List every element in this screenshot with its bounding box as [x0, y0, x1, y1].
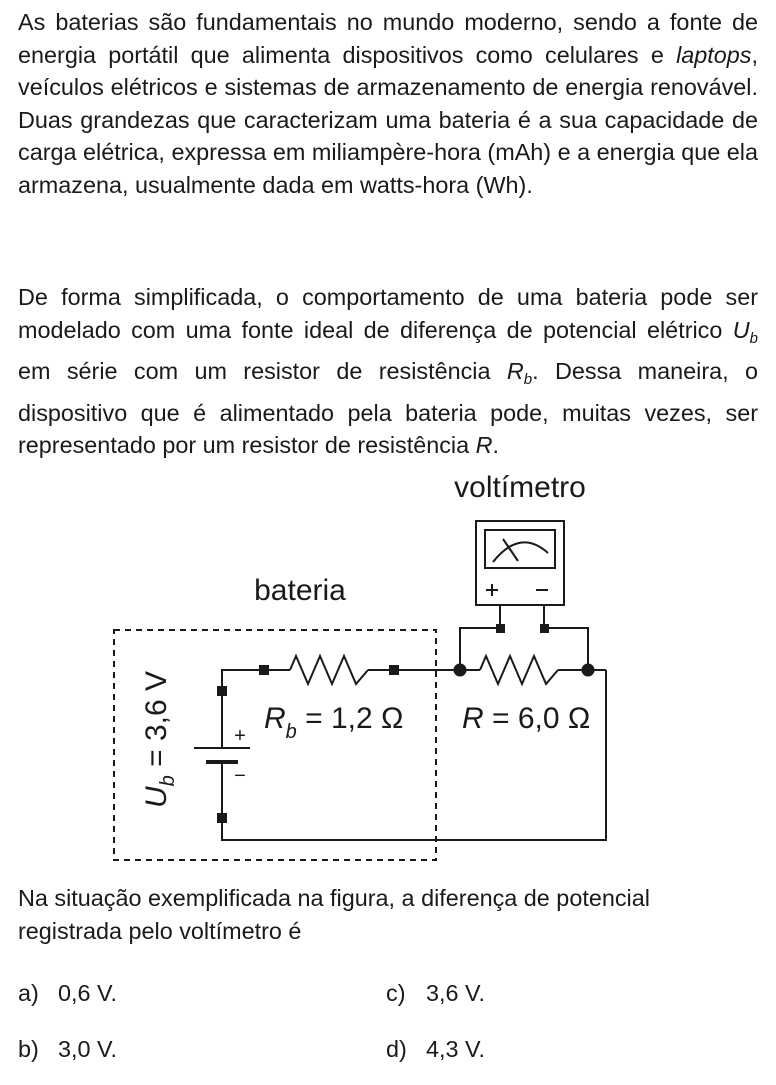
rb-label — [264, 702, 403, 743]
option-b-text: 3,0 V. — [58, 1036, 117, 1062]
option-d[interactable] — [386, 1034, 485, 1064]
option-a-letter: a) — [18, 980, 39, 1006]
intro-text-2: , veículos elétricos e sistemas de armazenamento de energia renovável. Duas grandezas que caracterizam uma bateria é a sua capacidade de carga elétrica, expressa em miliampère-hora (mAh) e a energia que ela armazena, usualmente dada em watts-hora (Wh). — [18, 41, 758, 198]
rb-label-sub: b — [285, 721, 297, 743]
r-symbol: R — [475, 432, 493, 459]
rb-subscript: b — [523, 371, 533, 389]
r-label-symbol: R — [462, 702, 484, 735]
model-paragraph — [18, 281, 758, 462]
model-text-3: . Dessa maneira, o dispositivo que é alimentado pela bateria pode, muitas vezes, ser representado por um resistor de resistência — [18, 358, 759, 459]
r-label — [462, 702, 590, 735]
battery-label: bateria — [254, 574, 346, 607]
rb-label-symbol: R — [264, 702, 286, 735]
ub-label-value: = 3,6 V — [140, 670, 173, 776]
question-text: Na situação exemplificada na figura, a diferença de potencial registrada pelo voltímetro é — [18, 885, 650, 944]
option-c[interactable] — [386, 978, 485, 1008]
intro-paragraph — [18, 6, 758, 202]
model-text-2: em série com um resistor de resistência — [18, 358, 507, 385]
ub-symbol: U — [732, 316, 750, 343]
option-c-text: 3,6 V. — [426, 980, 485, 1006]
model-text-4: . — [492, 432, 500, 459]
rb-symbol: R — [506, 358, 524, 385]
voltmeter-icon — [476, 521, 564, 605]
ub-label-symbol: U — [140, 786, 173, 808]
model-text-1: De forma simplificada, o comportamento de uma bateria pode ser modelado com uma fonte ideal de diferença de potencial elétrico — [18, 284, 758, 343]
option-a[interactable] — [18, 978, 117, 1008]
voltmeter-terminal-plus — [496, 624, 505, 633]
r-label-value: = 6,0 Ω — [483, 702, 591, 735]
rb-resistor — [290, 656, 368, 684]
rb-label-value: = 1,2 Ω — [296, 702, 404, 735]
voltmeter-label: voltímetro — [454, 471, 586, 504]
option-c-letter: c) — [386, 980, 406, 1006]
ub-label — [140, 671, 179, 808]
intro-text-1: As baterias são fundamentais no mundo moderno, sendo a fonte de energia portátil que alimenta dispositivos como celulares e — [18, 9, 758, 68]
option-b-letter: b) — [18, 1036, 39, 1062]
source-minus: − — [234, 765, 246, 787]
ub-label-sub: b — [157, 775, 179, 787]
voltmeter-terminal-minus — [540, 624, 549, 633]
circuit-diagram — [0, 460, 776, 870]
ub-subscript: b — [749, 329, 758, 347]
option-b[interactable] — [18, 1034, 117, 1064]
r-resistor — [480, 656, 558, 684]
source-plus: + — [234, 725, 246, 747]
option-d-text: 4,3 V. — [426, 1036, 485, 1062]
intro-italic-laptops: laptops — [676, 41, 752, 68]
option-d-letter: d) — [386, 1036, 407, 1062]
option-a-text: 0,6 V. — [58, 980, 117, 1006]
